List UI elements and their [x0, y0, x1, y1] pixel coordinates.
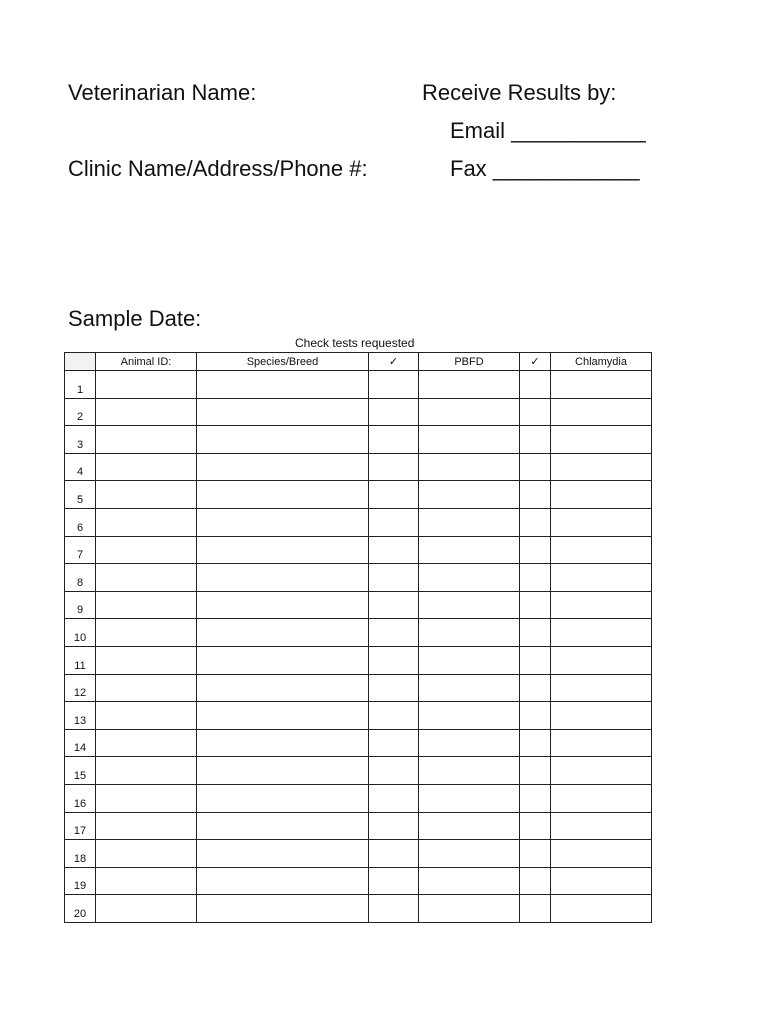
species-breed-cell[interactable] [197, 398, 369, 426]
animal-id-cell[interactable] [96, 729, 197, 757]
animal-id-cell[interactable] [96, 757, 197, 785]
species-breed-cell[interactable] [197, 757, 369, 785]
chlamydia-check-cell[interactable] [520, 564, 551, 592]
pbfd-cell[interactable] [419, 453, 520, 481]
chlamydia-cell[interactable] [551, 702, 652, 730]
pbfd-check-cell[interactable] [369, 674, 419, 702]
row-number: 19 [65, 867, 96, 895]
chlamydia-cell[interactable] [551, 619, 652, 647]
sample-date-label: Sample Date: [68, 306, 202, 331]
pbfd-cell[interactable] [419, 371, 520, 399]
pbfd-check-cell[interactable] [369, 702, 419, 730]
animal-id-cell[interactable] [96, 867, 197, 895]
table-row [65, 895, 652, 923]
chlamydia-check-cell[interactable] [520, 371, 551, 399]
fax-field[interactable]: Fax ____________ [450, 156, 640, 181]
chlamydia-cell[interactable] [551, 564, 652, 592]
receive-results-label: Receive Results by: [422, 80, 617, 105]
row-number: 20 [65, 895, 96, 923]
column-header-species-breed: Species/Breed [197, 353, 369, 371]
chlamydia-cell[interactable] [551, 591, 652, 619]
chlamydia-cell[interactable] [551, 867, 652, 895]
species-breed-cell[interactable] [197, 895, 369, 923]
animal-id-cell[interactable] [96, 674, 197, 702]
row-number: 18 [65, 840, 96, 868]
pbfd-check-cell[interactable] [369, 757, 419, 785]
table-row [65, 453, 652, 481]
column-header-pbfd-check: ✓ [369, 353, 419, 371]
pbfd-cell[interactable] [419, 867, 520, 895]
pbfd-check-cell[interactable] [369, 453, 419, 481]
veterinarian-name-label: Veterinarian Name: [68, 80, 257, 105]
chlamydia-check-cell[interactable] [520, 536, 551, 564]
pbfd-cell[interactable] [419, 674, 520, 702]
pbfd-cell[interactable] [419, 591, 520, 619]
clinic-info-label: Clinic Name/Address/Phone #: [68, 156, 368, 181]
chlamydia-cell[interactable] [551, 784, 652, 812]
animal-id-cell[interactable] [96, 619, 197, 647]
row-number: 7 [65, 536, 96, 564]
row-number: 14 [65, 729, 96, 757]
animal-id-cell[interactable] [96, 702, 197, 730]
pbfd-check-cell[interactable] [369, 895, 419, 923]
pbfd-check-cell[interactable] [369, 812, 419, 840]
pbfd-cell[interactable] [419, 895, 520, 923]
animal-id-cell[interactable] [96, 564, 197, 592]
chlamydia-check-cell[interactable] [520, 481, 551, 509]
chlamydia-check-cell[interactable] [520, 812, 551, 840]
table-row [65, 619, 652, 647]
chlamydia-cell[interactable] [551, 646, 652, 674]
animal-id-cell[interactable] [96, 840, 197, 868]
column-header-pbfd: PBFD [419, 353, 520, 371]
animal-id-cell[interactable] [96, 895, 197, 923]
table-row [65, 508, 652, 536]
column-header-number [65, 353, 96, 371]
chlamydia-check-cell[interactable] [520, 398, 551, 426]
species-breed-cell[interactable] [197, 729, 369, 757]
table-row [65, 674, 652, 702]
table-row [65, 812, 652, 840]
species-breed-cell[interactable] [197, 371, 369, 399]
species-breed-cell[interactable] [197, 481, 369, 509]
animal-id-cell[interactable] [96, 646, 197, 674]
column-header-chlamydia-check: ✓ [520, 353, 551, 371]
pbfd-cell[interactable] [419, 564, 520, 592]
pbfd-check-cell[interactable] [369, 840, 419, 868]
animal-id-cell[interactable] [96, 812, 197, 840]
chlamydia-cell[interactable] [551, 453, 652, 481]
pbfd-check-cell[interactable] [369, 729, 419, 757]
chlamydia-check-cell[interactable] [520, 840, 551, 868]
pbfd-cell[interactable] [419, 729, 520, 757]
table-row [65, 398, 652, 426]
animal-id-cell[interactable] [96, 508, 197, 536]
chlamydia-check-cell[interactable] [520, 674, 551, 702]
row-number: 3 [65, 426, 96, 454]
species-breed-cell[interactable] [197, 784, 369, 812]
animal-id-cell[interactable] [96, 784, 197, 812]
table-row [65, 564, 652, 592]
animal-id-cell[interactable] [96, 536, 197, 564]
table-row [65, 840, 652, 868]
pbfd-check-cell[interactable] [369, 646, 419, 674]
species-breed-cell[interactable] [197, 840, 369, 868]
pbfd-cell[interactable] [419, 536, 520, 564]
chlamydia-check-cell[interactable] [520, 591, 551, 619]
table-caption: Check tests requested [295, 336, 415, 350]
species-breed-cell[interactable] [197, 591, 369, 619]
column-header-chlamydia: Chlamydia [551, 353, 652, 371]
species-breed-cell[interactable] [197, 508, 369, 536]
row-number: 2 [65, 398, 96, 426]
pbfd-check-cell[interactable] [369, 619, 419, 647]
chlamydia-cell[interactable] [551, 812, 652, 840]
pbfd-check-cell[interactable] [369, 398, 419, 426]
row-number: 1 [65, 371, 96, 399]
pbfd-cell[interactable] [419, 784, 520, 812]
pbfd-cell[interactable] [419, 481, 520, 509]
table-row [65, 481, 652, 509]
pbfd-cell[interactable] [419, 426, 520, 454]
chlamydia-cell[interactable] [551, 729, 652, 757]
table-row [65, 729, 652, 757]
column-header-animal-id: Animal ID: [96, 353, 197, 371]
pbfd-check-cell[interactable] [369, 481, 419, 509]
email-field[interactable]: Email ___________ [450, 118, 646, 143]
table-row [65, 702, 652, 730]
pbfd-cell[interactable] [419, 757, 520, 785]
pbfd-check-cell[interactable] [369, 784, 419, 812]
row-number: 5 [65, 481, 96, 509]
pbfd-cell[interactable] [419, 508, 520, 536]
chlamydia-cell[interactable] [551, 398, 652, 426]
pbfd-cell[interactable] [419, 812, 520, 840]
pbfd-cell[interactable] [419, 646, 520, 674]
pbfd-cell[interactable] [419, 702, 520, 730]
table-row [65, 867, 652, 895]
table-row [65, 757, 652, 785]
table-row [65, 784, 652, 812]
row-number: 6 [65, 508, 96, 536]
chlamydia-check-cell[interactable] [520, 646, 551, 674]
chlamydia-check-cell[interactable] [520, 426, 551, 454]
row-number: 11 [65, 646, 96, 674]
chlamydia-check-cell[interactable] [520, 729, 551, 757]
species-breed-cell[interactable] [197, 646, 369, 674]
chlamydia-cell[interactable] [551, 536, 652, 564]
pbfd-check-cell[interactable] [369, 564, 419, 592]
chlamydia-check-cell[interactable] [520, 702, 551, 730]
chlamydia-check-cell[interactable] [520, 867, 551, 895]
table-row [65, 371, 652, 399]
pbfd-check-cell[interactable] [369, 508, 419, 536]
chlamydia-check-cell[interactable] [520, 895, 551, 923]
animal-id-cell[interactable] [96, 591, 197, 619]
pbfd-check-cell[interactable] [369, 591, 419, 619]
samples-table [64, 352, 652, 923]
chlamydia-check-cell[interactable] [520, 619, 551, 647]
pbfd-cell[interactable] [419, 398, 520, 426]
pbfd-check-cell[interactable] [369, 371, 419, 399]
species-breed-cell[interactable] [197, 426, 369, 454]
species-breed-cell[interactable] [197, 619, 369, 647]
pbfd-cell[interactable] [419, 619, 520, 647]
pbfd-check-cell[interactable] [369, 867, 419, 895]
species-breed-cell[interactable] [197, 453, 369, 481]
chlamydia-check-cell[interactable] [520, 508, 551, 536]
animal-id-cell[interactable] [96, 481, 197, 509]
row-number: 8 [65, 564, 96, 592]
pbfd-check-cell[interactable] [369, 536, 419, 564]
chlamydia-cell[interactable] [551, 840, 652, 868]
species-breed-cell[interactable] [197, 564, 369, 592]
pbfd-check-cell[interactable] [369, 426, 419, 454]
chlamydia-cell[interactable] [551, 481, 652, 509]
species-breed-cell[interactable] [197, 702, 369, 730]
animal-id-cell[interactable] [96, 371, 197, 399]
species-breed-cell[interactable] [197, 867, 369, 895]
chlamydia-check-cell[interactable] [520, 784, 551, 812]
row-number: 16 [65, 784, 96, 812]
row-number: 13 [65, 702, 96, 730]
table-header-row [65, 353, 652, 371]
chlamydia-cell[interactable] [551, 508, 652, 536]
table-row [65, 426, 652, 454]
species-breed-cell[interactable] [197, 536, 369, 564]
table-row [65, 536, 652, 564]
row-number: 9 [65, 591, 96, 619]
chlamydia-check-cell[interactable] [520, 757, 551, 785]
row-number: 15 [65, 757, 96, 785]
row-number: 10 [65, 619, 96, 647]
table-row [65, 591, 652, 619]
chlamydia-cell[interactable] [551, 426, 652, 454]
animal-id-cell[interactable] [96, 453, 197, 481]
chlamydia-check-cell[interactable] [520, 453, 551, 481]
row-number: 4 [65, 453, 96, 481]
table-row [65, 646, 652, 674]
animal-id-cell[interactable] [96, 398, 197, 426]
row-number: 12 [65, 674, 96, 702]
row-number: 17 [65, 812, 96, 840]
species-breed-cell[interactable] [197, 812, 369, 840]
pbfd-cell[interactable] [419, 840, 520, 868]
chlamydia-cell[interactable] [551, 674, 652, 702]
species-breed-cell[interactable] [197, 674, 369, 702]
chlamydia-cell[interactable] [551, 757, 652, 785]
chlamydia-cell[interactable] [551, 895, 652, 923]
animal-id-cell[interactable] [96, 426, 197, 454]
chlamydia-cell[interactable] [551, 371, 652, 399]
